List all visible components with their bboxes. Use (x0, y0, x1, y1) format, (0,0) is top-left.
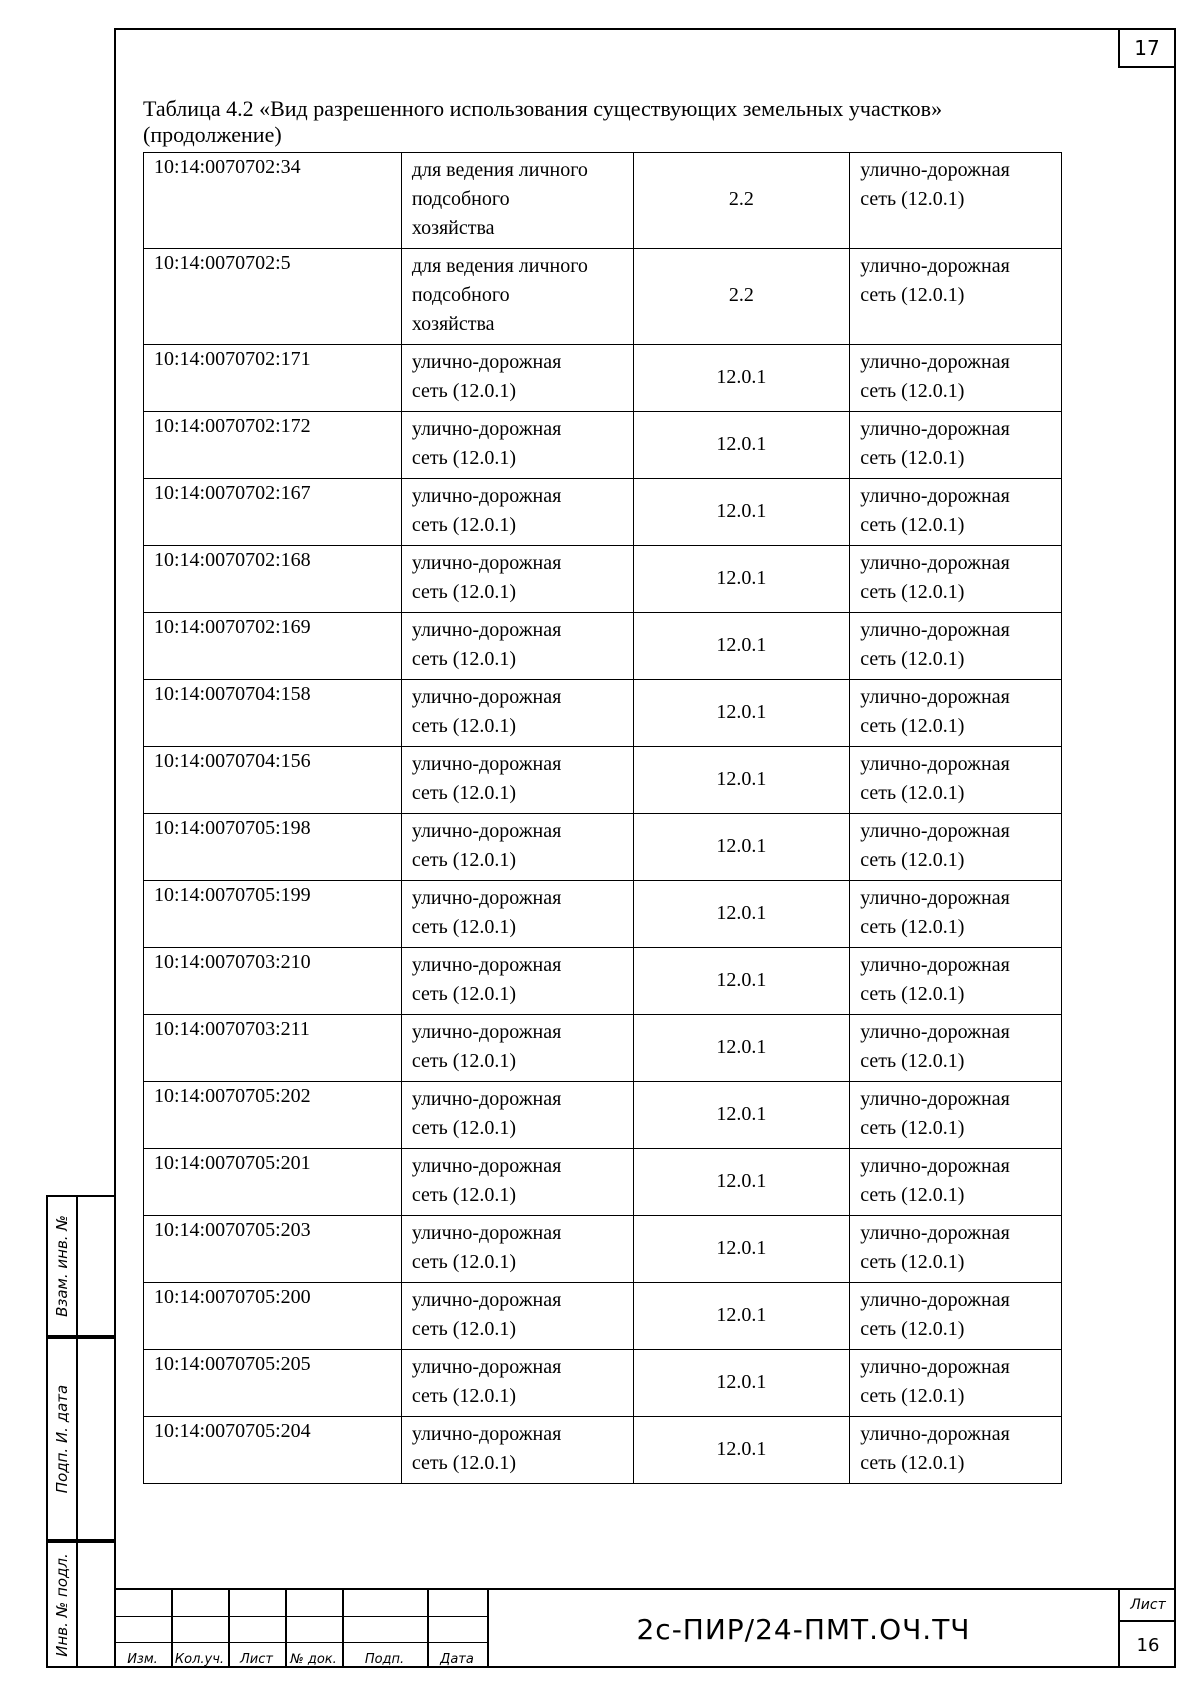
current-use-line: улично-дорожная (411, 753, 562, 775)
cadastral-number-cell: 10:14:0070704:158 (144, 680, 402, 747)
current-use-line: улично-дорожная (411, 485, 562, 507)
header-kol-uch: Кол.уч. (174, 1651, 225, 1667)
current-use-cell (401, 747, 633, 814)
target-use-cell (850, 747, 1062, 814)
title-block (114, 1588, 1176, 1668)
table-row (144, 814, 1062, 881)
target-use-line: сеть (12.0.1) (860, 849, 965, 871)
current-use-line: улично-дорожная (411, 887, 562, 909)
sheet-box (1118, 1590, 1176, 1668)
header-izm: Изм. (127, 1651, 158, 1667)
table-row (144, 881, 1062, 948)
table-row (144, 1082, 1062, 1149)
land-use-table (143, 152, 1062, 1484)
target-use-cell (850, 948, 1062, 1015)
use-code-cell: 12.0.1 (633, 1417, 850, 1484)
cadastral-number-cell: 10:14:0070702:5 (144, 249, 402, 345)
target-use-line: улично-дорожная (860, 1155, 1010, 1177)
current-use-cell (401, 680, 633, 747)
target-use-line: сеть (12.0.1) (860, 284, 965, 306)
target-use-cell (850, 1417, 1062, 1484)
target-use-cell (850, 1216, 1062, 1283)
target-use-cell (850, 1015, 1062, 1082)
cadastral-number-cell: 10:14:0070705:198 (144, 814, 402, 881)
current-use-line: улично-дорожная (411, 619, 562, 641)
target-use-line: сеть (12.0.1) (860, 188, 965, 210)
side-block-podp (46, 1337, 114, 1541)
target-use-line: улично-дорожная (860, 485, 1010, 507)
current-use-cell (401, 814, 633, 881)
use-code-cell: 12.0.1 (633, 1283, 850, 1350)
table-row (144, 153, 1062, 249)
cadastral-number-cell: 10:14:0070702:34 (144, 153, 402, 249)
header-list: Лист (240, 1651, 273, 1667)
table-row (144, 613, 1062, 680)
target-use-line: улично-дорожная (860, 1423, 1010, 1445)
target-use-cell (850, 546, 1062, 613)
target-use-line: сеть (12.0.1) (860, 1318, 965, 1340)
use-code-cell: 12.0.1 (633, 1015, 850, 1082)
current-use-cell (401, 613, 633, 680)
cadastral-number-cell: 10:14:0070705:199 (144, 881, 402, 948)
target-use-cell (850, 1350, 1062, 1417)
target-use-line: улично-дорожная (860, 1021, 1010, 1043)
target-use-line: сеть (12.0.1) (860, 514, 965, 536)
use-code-cell: 12.0.1 (633, 613, 850, 680)
table-row (144, 1149, 1062, 1216)
table-row (144, 948, 1062, 1015)
side-label-podp: Подп. И. дата (53, 1384, 71, 1494)
current-use-line: улично-дорожная (411, 1021, 562, 1043)
target-use-cell (850, 1283, 1062, 1350)
current-use-line: улично-дорожная (411, 954, 562, 976)
current-use-line: сеть (12.0.1) (411, 849, 517, 871)
cadastral-number-cell: 10:14:0070703:211 (144, 1015, 402, 1082)
target-use-cell (850, 249, 1062, 345)
target-use-line: улично-дорожная (860, 820, 1010, 842)
target-use-line: сеть (12.0.1) (860, 380, 965, 402)
cadastral-number-cell: 10:14:0070705:203 (144, 1216, 402, 1283)
table-row (144, 680, 1062, 747)
cadastral-number-cell: 10:14:0070705:202 (144, 1082, 402, 1149)
current-use-line: хозяйства (411, 217, 495, 239)
target-use-line: сеть (12.0.1) (860, 581, 965, 603)
table-title-line2: (продолжение) (143, 122, 282, 147)
header-data: Дата (440, 1651, 474, 1667)
current-use-cell (401, 1350, 633, 1417)
current-use-line: улично-дорожная (411, 1289, 562, 1311)
use-code-cell: 2.2 (633, 249, 850, 345)
current-use-line: сеть (12.0.1) (411, 648, 517, 670)
cadastral-number-cell: 10:14:0070702:169 (144, 613, 402, 680)
current-use-cell (401, 1417, 633, 1484)
cadastral-number-cell: 10:14:0070705:201 (144, 1149, 402, 1216)
target-use-line: улично-дорожная (860, 552, 1010, 574)
current-use-line: сеть (12.0.1) (411, 1117, 517, 1139)
target-use-line: улично-дорожная (860, 418, 1010, 440)
cadastral-number-cell: 10:14:0070705:204 (144, 1417, 402, 1484)
page-number-top: 17 (1118, 28, 1176, 68)
current-use-line: сеть (12.0.1) (411, 1251, 517, 1273)
cadastral-number-cell: 10:14:0070703:210 (144, 948, 402, 1015)
target-use-line: сеть (12.0.1) (860, 648, 965, 670)
current-use-line: улично-дорожная (411, 1088, 562, 1110)
current-use-cell (401, 412, 633, 479)
table-row (144, 479, 1062, 546)
target-use-line: улично-дорожная (860, 954, 1010, 976)
current-use-cell (401, 1283, 633, 1350)
target-use-line: сеть (12.0.1) (860, 983, 965, 1005)
use-code-cell: 12.0.1 (633, 546, 850, 613)
use-code-cell: 12.0.1 (633, 412, 850, 479)
cadastral-number-cell: 10:14:0070705:200 (144, 1283, 402, 1350)
target-use-line: сеть (12.0.1) (860, 1184, 965, 1206)
target-use-line: сеть (12.0.1) (860, 447, 965, 469)
current-use-line: сеть (12.0.1) (411, 581, 517, 603)
current-use-line: сеть (12.0.1) (411, 447, 517, 469)
cadastral-number-cell: 10:14:0070702:171 (144, 345, 402, 412)
use-code-cell: 12.0.1 (633, 479, 850, 546)
target-use-line: сеть (12.0.1) (860, 1251, 965, 1273)
current-use-line: подсобного (411, 284, 510, 306)
table-row (144, 1283, 1062, 1350)
current-use-line: улично-дорожная (411, 1356, 562, 1378)
use-code-cell: 12.0.1 (633, 881, 850, 948)
target-use-line: улично-дорожная (860, 1222, 1010, 1244)
target-use-cell (850, 680, 1062, 747)
target-use-line: сеть (12.0.1) (860, 715, 965, 737)
current-use-line: сеть (12.0.1) (411, 1318, 517, 1340)
current-use-line: сеть (12.0.1) (411, 1050, 517, 1072)
target-use-line: сеть (12.0.1) (860, 1050, 965, 1072)
use-code-cell: 12.0.1 (633, 345, 850, 412)
target-use-line: улично-дорожная (860, 887, 1010, 909)
current-use-cell (401, 479, 633, 546)
current-use-line: сеть (12.0.1) (411, 715, 517, 737)
target-use-line: сеть (12.0.1) (860, 1117, 965, 1139)
table-row (144, 249, 1062, 345)
target-use-line: улично-дорожная (860, 1088, 1010, 1110)
current-use-line: улично-дорожная (411, 1222, 562, 1244)
target-use-cell (850, 153, 1062, 249)
use-code-cell: 2.2 (633, 153, 850, 249)
table-row (144, 747, 1062, 814)
target-use-cell (850, 613, 1062, 680)
table-row (144, 546, 1062, 613)
current-use-line: хозяйства (411, 313, 495, 335)
target-use-cell (850, 1149, 1062, 1216)
title-block-grid (114, 1590, 489, 1668)
target-use-cell (850, 1082, 1062, 1149)
side-label-inv: Инв. № подл. (53, 1552, 71, 1657)
current-use-cell (401, 1015, 633, 1082)
use-code-cell: 12.0.1 (633, 1149, 850, 1216)
current-use-line: сеть (12.0.1) (411, 514, 517, 536)
cadastral-number-cell: 10:14:0070702:172 (144, 412, 402, 479)
target-use-cell (850, 881, 1062, 948)
current-use-line: подсобного (411, 188, 510, 210)
cadastral-number-cell: 10:14:0070705:205 (144, 1350, 402, 1417)
use-code-cell: 12.0.1 (633, 814, 850, 881)
use-code-cell: 12.0.1 (633, 1082, 850, 1149)
table-row (144, 1350, 1062, 1417)
table-title-line1: Таблица 4.2 «Вид разрешенного использования существующих земельных участков» (143, 96, 943, 121)
target-use-cell (850, 345, 1062, 412)
target-use-line: сеть (12.0.1) (860, 1452, 965, 1474)
current-use-line: сеть (12.0.1) (411, 983, 517, 1005)
table-row (144, 1015, 1062, 1082)
use-code-cell: 12.0.1 (633, 1216, 850, 1283)
side-block-vzam (46, 1195, 114, 1337)
current-use-line: сеть (12.0.1) (411, 1385, 517, 1407)
current-use-cell (401, 881, 633, 948)
target-use-line: сеть (12.0.1) (860, 782, 965, 804)
table-row (144, 412, 1062, 479)
target-use-line: улично-дорожная (860, 351, 1010, 373)
target-use-line: улично-дорожная (860, 159, 1010, 181)
target-use-cell (850, 412, 1062, 479)
target-use-line: улично-дорожная (860, 619, 1010, 641)
current-use-cell (401, 1216, 633, 1283)
current-use-line: сеть (12.0.1) (411, 1452, 517, 1474)
target-use-line: улично-дорожная (860, 1356, 1010, 1378)
side-block-inv (46, 1541, 114, 1668)
table-row (144, 1417, 1062, 1484)
document-code: 2с-ПИР/24-ПМТ.ОЧ.ТЧ (636, 1612, 971, 1646)
use-code-cell: 12.0.1 (633, 680, 850, 747)
target-use-line: сеть (12.0.1) (860, 1385, 965, 1407)
current-use-line: сеть (12.0.1) (411, 916, 517, 938)
current-use-line: для ведения личного (411, 159, 588, 181)
use-code-cell: 12.0.1 (633, 747, 850, 814)
cadastral-number-cell: 10:14:0070702:167 (144, 479, 402, 546)
table-row (144, 1216, 1062, 1283)
current-use-cell (401, 948, 633, 1015)
current-use-line: улично-дорожная (411, 1155, 562, 1177)
header-podp: Подп. (364, 1651, 405, 1667)
current-use-cell (401, 153, 633, 249)
table-title (143, 96, 1093, 148)
header-doc-no: № док. (290, 1651, 337, 1667)
current-use-cell (401, 546, 633, 613)
sheet-label: Лист (1120, 1590, 1176, 1622)
current-use-line: улично-дорожная (411, 418, 562, 440)
current-use-line: сеть (12.0.1) (411, 380, 517, 402)
current-use-cell (401, 1149, 633, 1216)
target-use-line: сеть (12.0.1) (860, 916, 965, 938)
cadastral-number-cell: 10:14:0070704:156 (144, 747, 402, 814)
target-use-line: улично-дорожная (860, 255, 1010, 277)
cadastral-number-cell: 10:14:0070702:168 (144, 546, 402, 613)
use-code-cell: 12.0.1 (633, 1350, 850, 1417)
current-use-line: улично-дорожная (411, 552, 562, 574)
current-use-cell (401, 345, 633, 412)
current-use-line: для ведения личного (411, 255, 588, 277)
target-use-line: улично-дорожная (860, 1289, 1010, 1311)
target-use-line: улично-дорожная (860, 753, 1010, 775)
current-use-cell (401, 1082, 633, 1149)
use-code-cell: 12.0.1 (633, 948, 850, 1015)
target-use-cell (850, 479, 1062, 546)
current-use-cell (401, 249, 633, 345)
target-use-cell (850, 814, 1062, 881)
side-label-vzam: Взам. инв. № (53, 1215, 71, 1317)
current-use-line: улично-дорожная (411, 686, 562, 708)
current-use-line: сеть (12.0.1) (411, 1184, 517, 1206)
current-use-line: улично-дорожная (411, 351, 562, 373)
current-use-line: сеть (12.0.1) (411, 782, 517, 804)
table-row (144, 345, 1062, 412)
target-use-line: улично-дорожная (860, 686, 1010, 708)
current-use-line: улично-дорожная (411, 820, 562, 842)
current-use-line: улично-дорожная (411, 1423, 562, 1445)
sheet-number: 16 (1136, 1634, 1160, 1656)
